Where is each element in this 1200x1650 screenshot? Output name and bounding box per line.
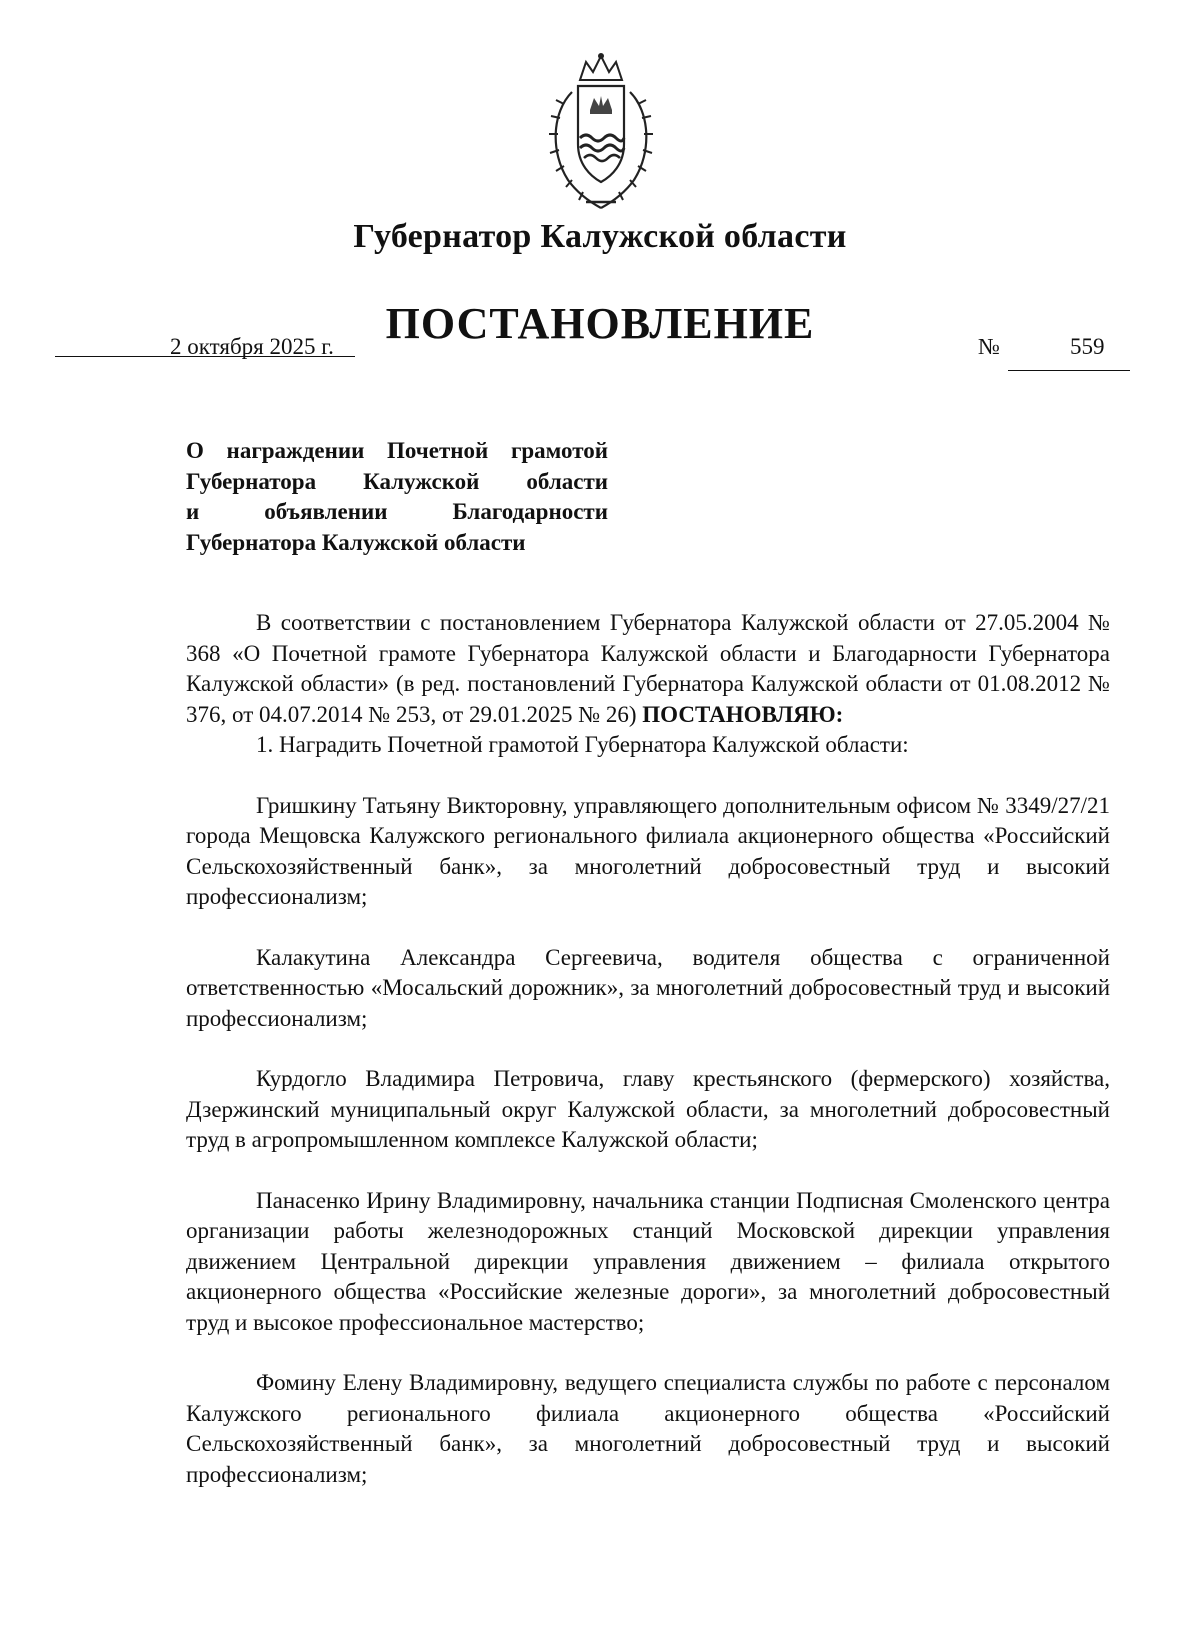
awardee-paragraph: Фомину Елену Владимировну, ведущего специалиста службы по работе с персоналом Калужского регионального филиала акционерного общества «Российский Сельскохозяйственный банк», за многолетний добросовестный труд и высокий профессионализм; — [186, 1370, 1110, 1487]
coat-of-arms-icon — [538, 52, 664, 212]
item-1: 1. Наградить Почетной грамотой Губернатора Калужской области: — [256, 732, 909, 757]
preamble-paragraph — [186, 608, 1110, 730]
awardee-paragraph: Курдогло Владимира Петровича, главу крестьянского (фермерского) хозяйства, Дзержинский муниципальный округ Калужской области, за многолетний добросовестный труд в агропромышленном комплексе Калужской области; — [186, 1066, 1110, 1152]
issuing-authority: Губернатор Калужской области — [353, 218, 847, 255]
document-body — [186, 608, 1110, 1490]
subject-line: Губернатора Калужской области — [186, 529, 526, 555]
document-subject — [186, 436, 608, 558]
subject-line: О награждении Почетной грамотой — [186, 438, 608, 463]
awardee-paragraph: Гришкину Татьяну Викторовну, управляющего дополнительным офисом № 3349/27/21 города Мещовска Калужского регионального филиала акционерного общества «Российский Сельскохозяйственный банк», за многолетний добросовестный труд и высокий профессионализм; — [186, 792, 1110, 909]
document-number: 559 — [1070, 334, 1105, 359]
preamble-text: В соответствии с постановлением Губернатора Калужской области от 27.05.2004 № 368 «О Почетной грамоте Губернатора Калужской области и Благодарности Губернатора Калужской области» (в ред. постановлений Губернатора Калужской области от 01.08.2012 № 376, от 04.07.2014 № 253, от 29.01.2025 № 26) — [186, 610, 1110, 727]
awardee-paragraph: Калакутина Александра Сергеевича, водителя общества с ограниченной ответственностью «Мосальский дорожник», за многолетний добросовестный труд и высокий профессионализм; — [186, 944, 1110, 1031]
document-type: ПОСТАНОВЛЕНИЕ — [385, 299, 815, 348]
document-date: 2 октября 2025 г. — [170, 334, 334, 359]
number-label: № — [978, 334, 1000, 359]
number-underline — [1008, 370, 1130, 371]
subject-line: Губернатора Калужской области — [186, 468, 608, 494]
awardee-paragraph: Панасенко Ирину Владимировну, начальника станции Подписная Смоленского центра организации работы железнодорожных станций Московской дирекции управления движением Центральной дирекции управления движением – филиала открытого акционерного общества «Российские железные дороги», за многолетний добросовестный труд и высокое профессиональное мастерство; — [186, 1187, 1110, 1335]
subject-line: и объявлении Благодарности — [186, 499, 608, 524]
resolve-word: ПОСТАНОВЛЯЮ: — [642, 701, 844, 727]
